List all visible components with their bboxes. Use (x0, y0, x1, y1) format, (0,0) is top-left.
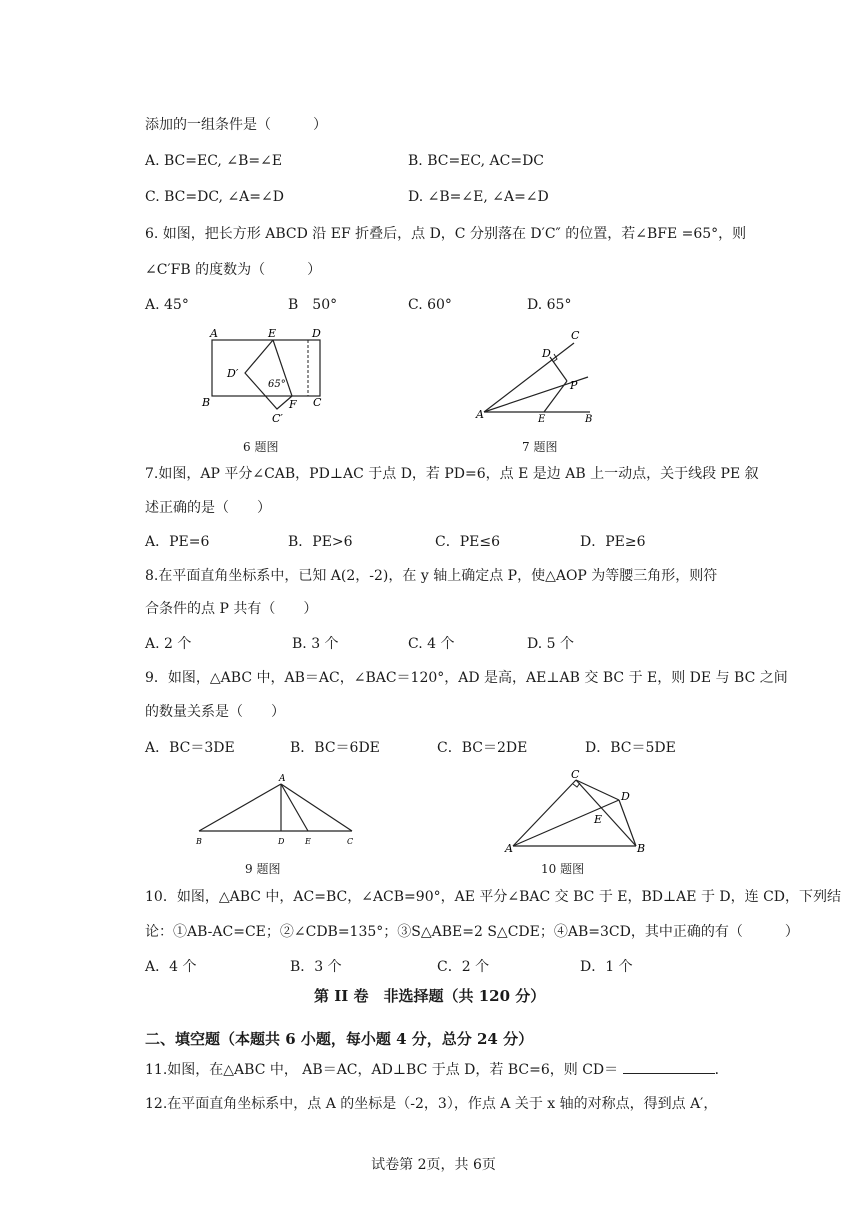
fig6-label-F: F (289, 398, 297, 411)
page-footer: 试卷第 2页，共 6页 (371, 1157, 496, 1173)
fig6-label-angle: 65° (268, 379, 286, 390)
fig6-label-B: B (202, 396, 211, 409)
q5-option-d: D. ∠B=∠E, ∠A=∠D (408, 189, 549, 205)
q7-option-a: A．PE=6 (145, 534, 210, 550)
q9-stem-line1: 9．如图，△ABC 中，AB＝AC，∠BAC＝120°，AD 是高，AE⊥AB 交 BC 于 E，则 DE 与 BC 之间 (145, 670, 788, 686)
fig6-label-D: D (312, 327, 321, 340)
q5-option-a: A. BC=EC, ∠B=∠E (145, 153, 283, 169)
q7-stem-line1: 7.如图，AP 平分∠CAB，PD⊥AC 于点 D，若 PD=6，点 E 是边 AB 上一动点，关于线段 PE 叙 (145, 466, 759, 482)
fig10-label-D: D (621, 790, 630, 803)
q10-option-b: B．3 个 (290, 959, 342, 975)
fig9-label-E: E (305, 837, 311, 846)
figure-10-diagram (505, 770, 655, 855)
figure-6-diagram (200, 326, 340, 426)
fig7-label-A: A (476, 408, 484, 421)
q11-stem (145, 1061, 729, 1079)
fig10-label-A: A (505, 842, 513, 855)
figure-7-diagram (476, 326, 606, 425)
q8-option-c: C. 4 个 (408, 636, 455, 652)
q9-option-b: B．BC＝6DE (290, 740, 380, 756)
q10-stem-line1: 10．如图，△ABC 中，AC=BC，∠ACB=90°，AE 平分∠BAC 交 BC 于 E，BD⊥AE 于 D，连 CD，下列结 (145, 889, 842, 905)
fig6-label-D-prime: D′ (227, 367, 239, 380)
q8-option-b: B. 3 个 (292, 636, 339, 652)
figure-9-caption: 9 题图 (245, 862, 281, 876)
figure-7-caption: 7 题图 (522, 440, 558, 454)
q7-option-d: D．PE≥6 (580, 534, 646, 550)
q5-option-b: B. BC=EC, AC=DC (408, 153, 545, 169)
q8-stem-line2: 合条件的点 P 共有（ ） (145, 601, 318, 617)
fig7-label-C: C (571, 329, 580, 342)
q7-option-b: B．PE>6 (288, 534, 353, 550)
section-2-subtitle: 二、填空题（本题共 6 小题，每小题 4 分，总分 24 分） (145, 1030, 534, 1048)
q10-option-c: C．2 个 (437, 959, 490, 975)
fig6-label-C-prime: C′ (272, 412, 283, 425)
q11-end: ． (714, 1062, 729, 1078)
q8-option-a: A. 2 个 (145, 636, 192, 652)
fig10-label-C: C (571, 768, 580, 781)
q5-stem-tail: 添加的一组条件是（ ） (145, 117, 327, 133)
q6-option-d: D. 65° (527, 297, 572, 313)
section-2-title: 第 II 卷 非选择题（共 120 分） (314, 987, 546, 1005)
fig6-label-E: E (268, 327, 277, 340)
q6-stem-line1: 6. 如图，把长方形 ABCD 沿 EF 折叠后，点 D，C 分别落在 D′C″ 的位置，若∠BFE =65°，则 (145, 226, 747, 242)
q12-stem: 12.在平面直角坐标系中，点 A 的坐标是（-2，3），作点 A 关于 x 轴的对称点，得到点 A′， (145, 1096, 718, 1112)
fig6-label-C: C (313, 396, 322, 409)
q11-answer-blank[interactable] (623, 1061, 715, 1074)
fig7-label-B: B (585, 414, 593, 425)
fig6-label-A: A (210, 327, 218, 340)
q6-stem-line2: ∠C′FB 的度数为（ ） (145, 262, 322, 278)
figure-9-diagram (196, 772, 366, 847)
figure-6-caption: 6 题图 (243, 440, 279, 454)
q8-option-d: D. 5 个 (527, 636, 574, 652)
q6-option-c: C. 60° (408, 297, 452, 313)
fig10-label-E: E (594, 813, 603, 826)
fig7-label-P: P (570, 379, 578, 392)
fig9-label-C: C (347, 837, 354, 846)
q10-option-a: A．4 个 (145, 959, 197, 975)
fig7-label-E: E (538, 414, 546, 425)
q9-option-a: A．BC＝3DE (145, 740, 235, 756)
figure-10-caption: 10 题图 (541, 862, 585, 876)
q6-option-b: B 50° (288, 297, 338, 313)
q9-stem-line2: 的数量关系是（ ） (145, 704, 285, 720)
q5-option-c: C. BC=DC, ∠A=∠D (145, 189, 284, 205)
q9-option-d: D．BC＝5DE (585, 740, 676, 756)
q10-stem-line2: 论：①AB-AC=CE；②∠CDB=135°；③S△ABE=2 S△CDE；④AB=3CD，其中正确的有（ ） (145, 924, 799, 940)
fig9-label-B: B (196, 837, 202, 846)
fig9-label-D: D (278, 837, 285, 846)
fig9-label-A: A (279, 774, 286, 784)
q6-option-a: A. 45° (145, 297, 189, 313)
fig7-label-D: D (542, 347, 551, 360)
q7-option-c: C．PE≤6 (435, 534, 500, 550)
q11-text: 11.如图，在△ABC 中， AB＝AC，AD⊥BC 于点 D，若 BC=6，则 CD＝ (145, 1062, 619, 1078)
q7-stem-line2: 述正确的是（ ） (145, 500, 271, 516)
fig10-label-B: B (637, 842, 646, 855)
q9-option-c: C．BC＝2DE (437, 740, 528, 756)
q10-option-d: D．1 个 (580, 959, 633, 975)
q8-stem-line1: 8.在平面直角坐标系中，已知 A(2，-2)，在 y 轴上确定点 P，使△AOP 为等腰三角形，则符 (145, 568, 718, 584)
